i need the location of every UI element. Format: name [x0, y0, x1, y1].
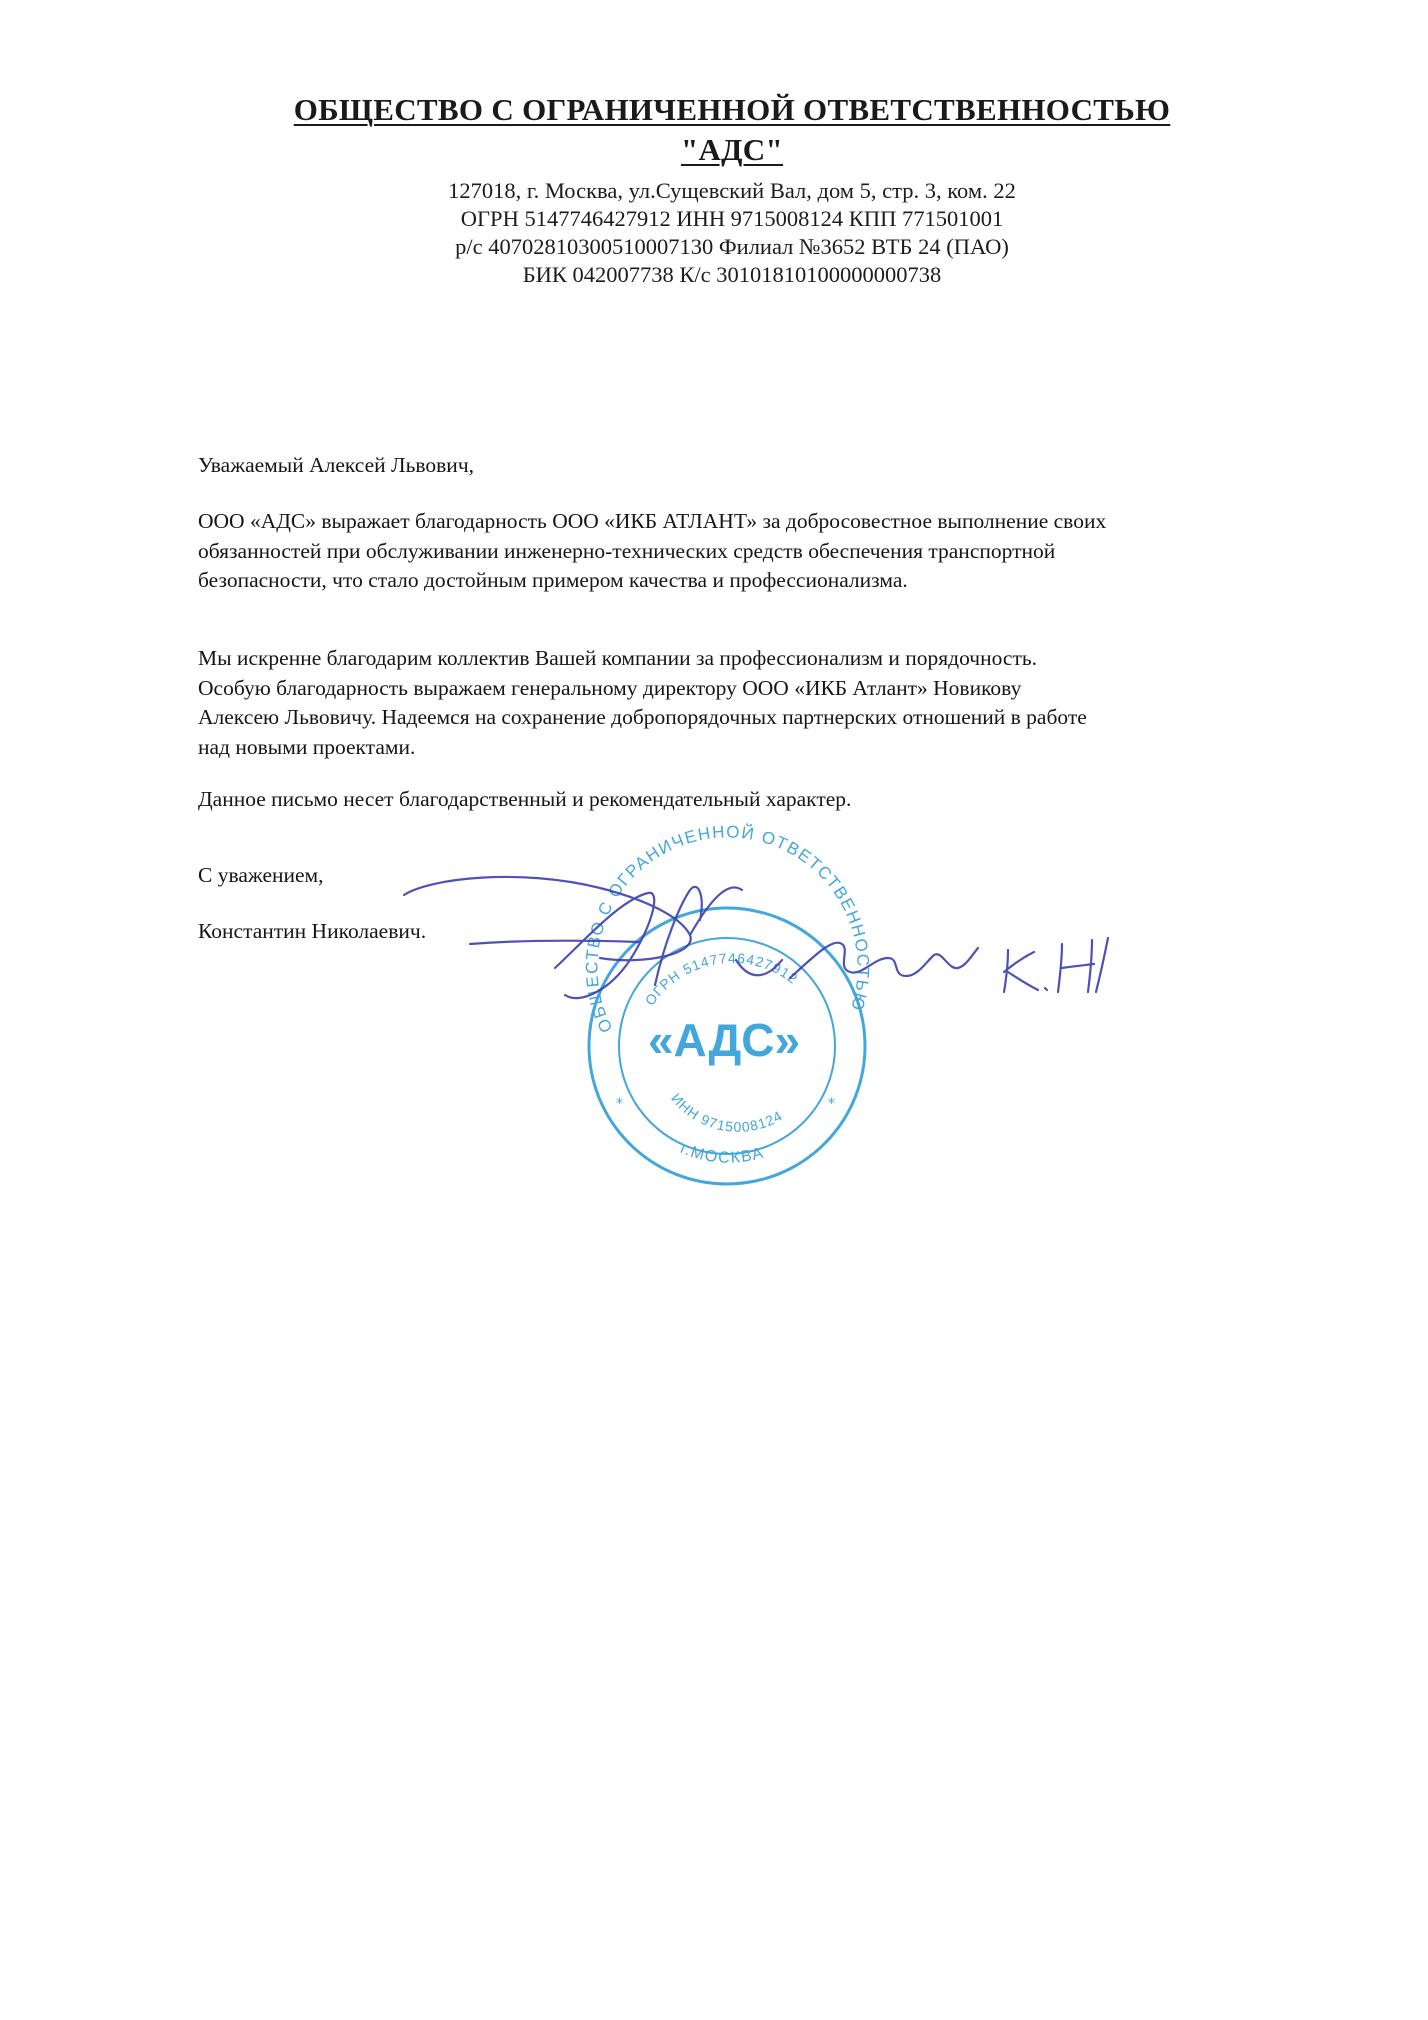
handwritten-signature	[404, 877, 1108, 998]
seal-outer-ring	[589, 908, 865, 1184]
company-details	[36, 177, 1428, 289]
paragraph-line: Особую благодарность выражаем генеральному директору ООО «ИКБ Атлант» Новикову	[198, 675, 1022, 700]
paragraph-line: Алексею Львовичу. Надеемся на сохранение добропорядочных партнерских отношений в работе	[198, 705, 1087, 729]
seal-center-text: «АДС»	[647, 1014, 801, 1066]
paragraph-line: над новыми проектами.	[198, 734, 416, 759]
seal-inner-ring	[619, 938, 835, 1154]
company-address: 127018, г. Москва, ул.Сущевский Вал, дом 5, стр. 3, ком. 22	[448, 178, 1016, 203]
seal-city-text: г.МОСКВА	[677, 1139, 767, 1167]
seal-star-right: *	[828, 1096, 835, 1112]
paragraph-line: Мы искренне благодарим коллектив Вашей компании за профессионализм и порядочность.	[198, 646, 1038, 670]
letterhead	[0, 90, 1428, 289]
seal-ogrn-text: ОГРН 5147746427912	[641, 949, 802, 1009]
salutation: Уважаемый Алексей Львович,	[198, 453, 475, 477]
paragraph-gratitude	[198, 507, 1106, 596]
company-title: ОБЩЕСТВО С ОГРАНИЧЕННОЙ ОТВЕТСТВЕННОСТЬЮ "АДС"	[36, 90, 1428, 170]
seal-star-left: *	[616, 1096, 623, 1112]
signatory-name: Константин Николаевич.	[198, 919, 427, 943]
paragraph-line: ООО «АДС» выражает благодарность ООО «ИКБ АТЛАНТ» за добросовестное выполнение своих	[198, 509, 1107, 533]
company-seal	[582, 822, 872, 1184]
closing: С уважением,	[198, 863, 324, 887]
company-bank-account: р/с 40702810300510007130 Филиал №3652 ВТБ 24 (ПАО)	[455, 234, 1009, 259]
company-bank-codes: БИК 042007738 К/с 30101810100000000738	[522, 262, 942, 287]
company-name: "АДС"	[680, 132, 784, 167]
paragraph-thanks	[198, 644, 1087, 762]
company-registration: ОГРН 5147746427912 ИНН 9715008124 КПП 771501001	[460, 206, 1004, 231]
paragraph-line: обязанностей при обслуживании инженерно-технических средств обеспечения транспортной	[198, 538, 1056, 563]
paragraph-recommendation: Данное письмо несет благодарственный и рекомендательный характер.	[198, 787, 852, 811]
seal-outer-text: ОБЩЕСТВО С ОГРАНИЧЕННОЙ ОТВЕТСТВЕННОСТЬЮ	[582, 822, 873, 1036]
paragraph-line: безопасности, что стало достойным примером качества и профессионализма.	[198, 568, 908, 592]
seal-inn-text: ИНН 9715008124	[668, 1090, 786, 1135]
